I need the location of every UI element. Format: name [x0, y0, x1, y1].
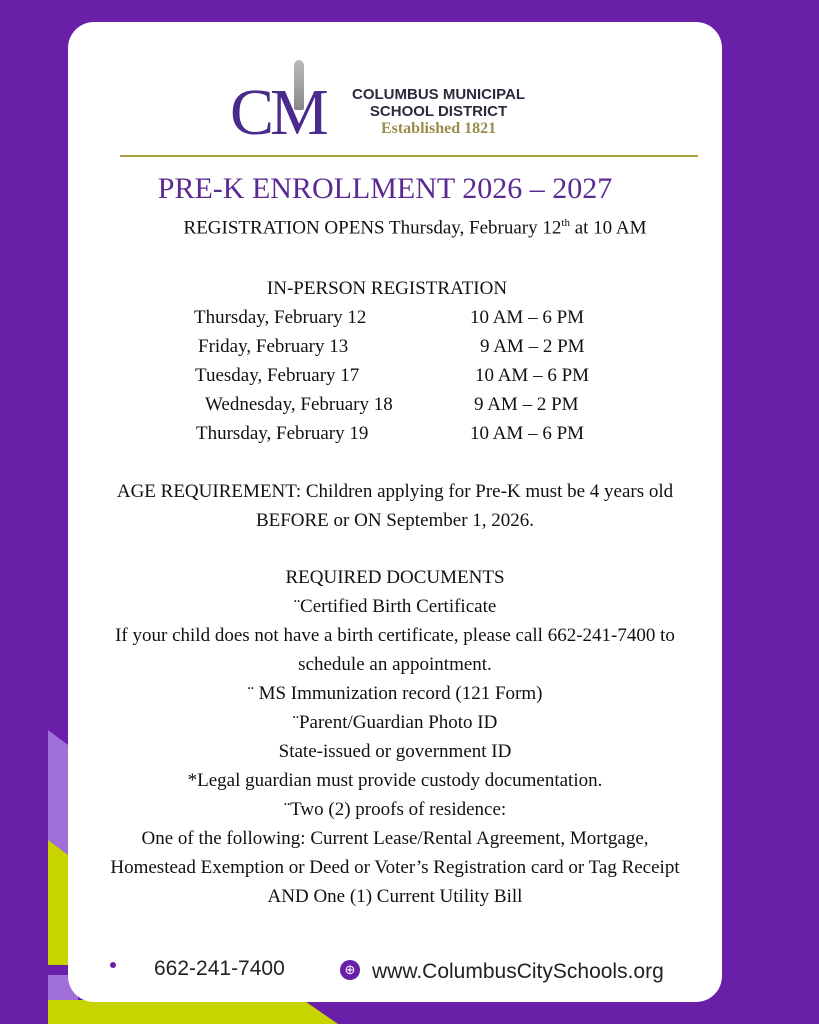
org-line-2: SCHOOL DISTRICT — [369, 103, 508, 120]
document-line: One of the following: Current Lease/Rental Agreement, Mortgage, — [141, 828, 649, 849]
website-link[interactable]: www.ColumbusCitySchools.org — [372, 960, 664, 983]
document-line: AND One (1) Current Utility Bill — [267, 886, 523, 907]
page-title: PRE-K ENROLLMENT 2026 – 2027 — [157, 172, 613, 205]
document-line: ¨Parent/Guardian Photo ID — [292, 712, 498, 733]
in-person-heading: IN-PERSON REGISTRATION — [266, 278, 508, 299]
org-line-1: COLUMBUS MUNICIPAL — [352, 86, 526, 103]
schedule-time: 10 AM – 6 PM — [470, 307, 585, 328]
decorative-stripe — [48, 1000, 338, 1024]
document-line: ¨ MS Immunization record (121 Form) — [247, 683, 543, 704]
phone-icon — [110, 962, 116, 968]
schedule-day: Friday, February 13 — [198, 336, 349, 357]
flyer-card — [68, 22, 722, 1002]
document-line: ¨Certified Birth Certificate — [293, 596, 497, 617]
schedule-day: Thursday, February 19 — [196, 423, 369, 444]
age-requirement: AGE REQUIREMENT: Children applying for Pre-K must be 4 years old — [116, 481, 674, 502]
district-logo — [230, 60, 570, 150]
org-name — [352, 86, 525, 137]
document-line: Homestead Exemption or Deed or Voter’s Registration card or Tag Receipt — [110, 857, 680, 878]
schedule-time: 10 AM – 6 PM — [475, 365, 590, 386]
established: Established 1821 — [380, 120, 497, 137]
document-line: State-issued or government ID — [278, 741, 512, 762]
globe-icon: ⊕ — [340, 960, 360, 980]
schedule-time: 9 AM – 2 PM — [480, 336, 585, 357]
age-requirement: BEFORE or ON September 1, 2026. — [255, 510, 535, 531]
documents-heading: REQUIRED DOCUMENTS — [285, 567, 505, 588]
schedule-day: Tuesday, February 17 — [195, 365, 360, 386]
document-line: schedule an appointment. — [298, 654, 492, 675]
document-line: ¨Two (2) proofs of residence: — [283, 799, 507, 820]
schedule-time: 10 AM – 6 PM — [470, 423, 585, 444]
schedule-day: Thursday, February 12 — [194, 307, 367, 328]
document-line: *Legal guardian must provide custody documentation. — [187, 770, 603, 791]
logo-monogram: CM — [230, 76, 325, 149]
schedule-time: 9 AM – 2 PM — [474, 394, 579, 415]
document-line: If your child does not have a birth certificate, please call 662-241-7400 to — [115, 625, 675, 646]
divider — [120, 155, 698, 157]
schedule-day: Wednesday, February 18 — [205, 394, 393, 415]
registration-opens: REGISTRATION OPENS Thursday, February 12th at 10 AM — [183, 217, 647, 239]
phone-number[interactable]: 662-241-7400 — [154, 957, 285, 980]
